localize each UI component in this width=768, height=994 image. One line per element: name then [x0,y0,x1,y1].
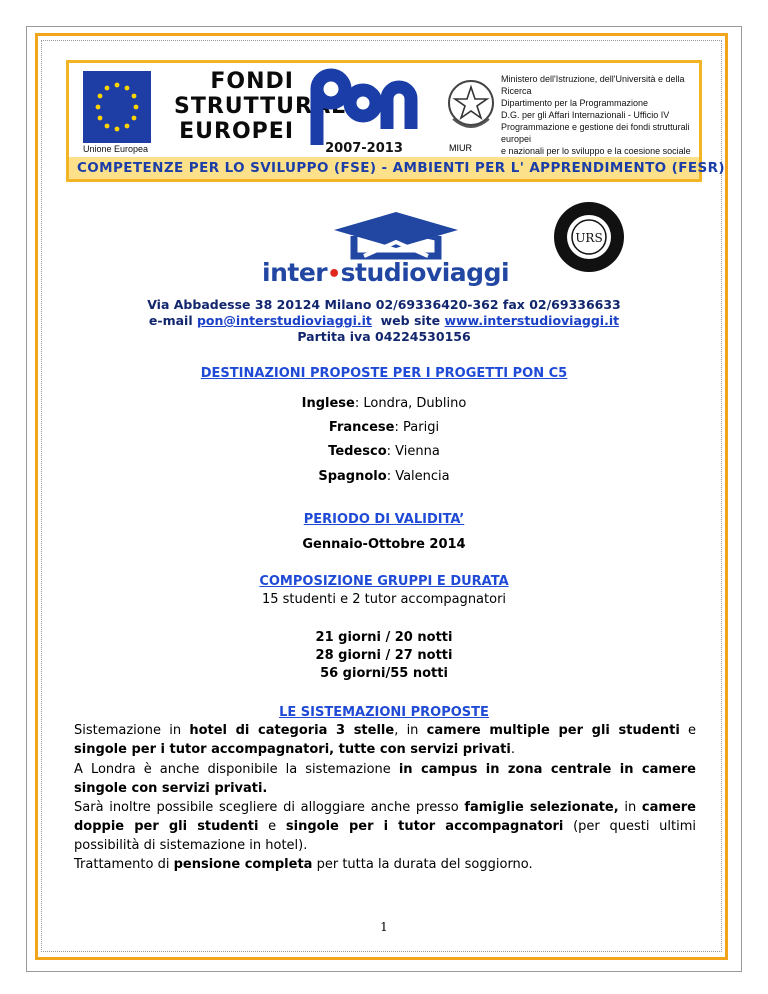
iso-label: URS [575,231,603,245]
bold-run: camere doppie per gli studenti [74,800,696,834]
company-logo [262,258,509,287]
banner-band [69,157,725,179]
bold-run: hotel di categoria 3 stelle [189,723,395,738]
bold-run: camere multiple per gli studenti [426,723,680,738]
text-run: A Londra è anche disponibile la sistemazione [74,762,399,777]
text-run: Sarà inoltre possibile scegliere di alloggiare anche presso [74,800,465,815]
destination-lang: Francese [328,420,395,435]
bold-run: in campus in zona centrale in camere singole con servizi privati. [74,762,696,796]
accommodation-heading: LE SISTEMAZIONI PROPOSTE [279,705,489,720]
text-run: per tutta la durata del soggiorno. [312,857,533,872]
accommodation-paragraph-2 [74,760,696,798]
company-name-right: studioviaggi [340,258,510,287]
fondi-line: STRUTTURALI [174,94,356,119]
destination-cities: : Vienna [386,444,440,459]
group-composition: 15 studenti e 2 tutor accompagnatori [261,592,507,607]
duration-item: 28 giorni / 27 notti [315,648,453,663]
text-run: e [679,723,697,738]
website-link[interactable]: www.interstudioviaggi.it [444,313,620,328]
destination-lang: Spagnolo [318,469,387,484]
email-label: e-mail [148,313,193,328]
destination-cities: : Londra, Dublino [354,396,467,411]
groups-heading: COMPOSIZIONE GRUPPI E DURATA [259,574,509,589]
miur-label: MIUR [449,143,472,153]
bold-run: famiglie selezionate, [464,800,619,815]
destination-item [0,469,768,484]
text-run: , in [394,723,427,738]
destination-item [0,444,768,459]
web-label: web site [380,313,441,328]
destination-item [0,420,768,435]
ministry-line: Dipartimento per la Programmazione [501,98,649,108]
text-run: e [258,819,286,834]
destination-cities: : Parigi [394,420,440,435]
accommodation-paragraph-3 [74,798,696,855]
ministry-line: D.G. per gli Affari Internazionali - Ufficio IV [501,110,670,120]
bold-run: singole per i tutor accompagnatori [285,819,564,834]
republic-emblem-icon [445,75,497,137]
pon-years: 2007-2013 [325,141,403,156]
graduation-cap-icon [334,212,458,264]
bold-run: pensione completa [173,857,313,872]
page-number: 1 [380,920,388,934]
text-run: in [618,800,642,815]
ministry-line: e nazionali per lo sviluppo e la coesione sociale [501,146,691,156]
ministry-line: Ministero dell'Istruzione, dell'Università e della Ricerca [501,74,685,96]
period-value: Gennaio-Ottobre 2014 [302,537,466,552]
company-name-left: inter [262,258,328,287]
duration-item: 56 giorni/55 notti [320,666,448,681]
bold-run: singole per i tutor accompagnatori, tutte con servizi privati [74,742,511,757]
vat-number: Partita iva 04224530156 [297,329,471,344]
period-heading: PERIODO DI VALIDITA’ [303,512,465,527]
company-dot-icon: • [327,262,341,287]
destination-lang: Inglese [301,396,355,411]
destination-item [0,396,768,411]
ministry-line: Programmazione e gestione dei fondi strutturali europei [501,122,690,144]
banner-band-text: COMPETENZE PER LO SVILUPPO (FSE) - AMBIENTI PER L' APPRENDIMENTO (FESR) [77,160,725,176]
ministry-text [501,73,701,157]
email-link[interactable]: pon@interstudioviaggi.it [196,313,372,328]
fondi-strutturali-logo [174,69,356,144]
accommodation-paragraph-1 [74,721,696,759]
text-run: Sistemazione in [74,723,190,738]
destination-lang: Tedesco [328,444,387,459]
text-run: (per questi ultimi possibilità di sistemazione in hotel). [74,819,697,853]
accommodation-paragraph-4 [74,855,696,874]
contact-links [0,313,768,329]
destination-cities: : Valencia [386,469,450,484]
destinations-heading: DESTINAZIONI PROPOSTE PER I PROGETTI PON C5 [200,366,568,381]
pon-logo-icon [305,67,420,147]
fondi-line: EUROPEI [179,119,294,144]
eu-caption: Unione Europea [83,144,149,154]
iso-certification-icon [552,200,626,274]
text-run: Trattamento di [74,857,174,872]
text-run: . [510,742,515,757]
contact-address: Via Abbadesse 38 20124 Milano 02/69336420-362 fax 02/69336633 [147,297,621,312]
duration-item: 21 giorni / 20 notti [315,630,453,645]
pon-banner [66,60,725,182]
fondi-line: FONDI [210,69,294,94]
eu-flag-icon [83,71,151,143]
